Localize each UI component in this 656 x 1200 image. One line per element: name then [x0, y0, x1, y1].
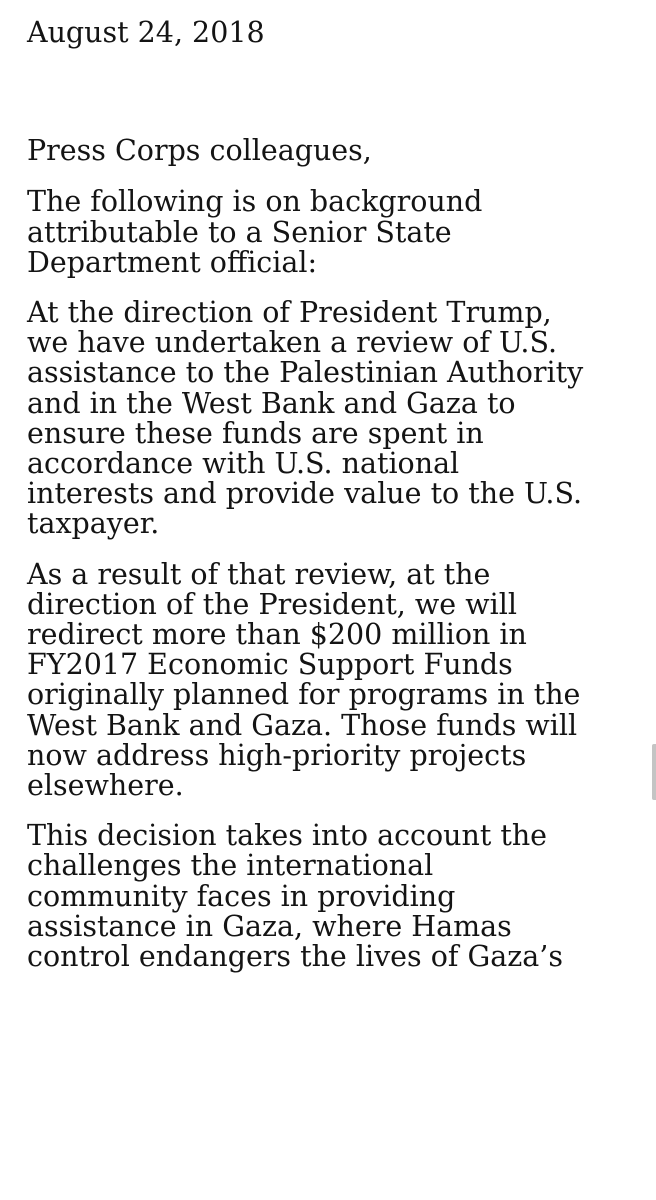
- greeting-paragraph: Press Corps colleagues,: [27, 134, 372, 168]
- document-date: August 24, 2018: [27, 16, 265, 49]
- decision-paragraph: This decision takes into account the challenges the international community faces in providing assistance in Gaza, where Hamas control endangers the lives of Gaza’s: [27, 819, 563, 974]
- background-attribution-paragraph: The following is on background attributable to a Senior State Department official:: [27, 185, 483, 279]
- scroll-indicator[interactable]: [652, 744, 656, 800]
- redirect-funds-paragraph: As a result of that review, at the direction of the President, we will redirect more than $200 million in FY2017 Economic Support Funds originally planned for programs in the West Bank and Gaza. Those funds will now address high-priority projects elsewhere.: [27, 557, 581, 803]
- review-paragraph: At the direction of President Trump, we have undertaken a review of U.S. assistance to the Palestinian Authority and in the West Bank and Gaza to ensure these funds are spent in accordance with U.S. national interests and provide value to the U.S. taxpayer.: [27, 296, 584, 541]
- document-body: [27, 18, 642, 992]
